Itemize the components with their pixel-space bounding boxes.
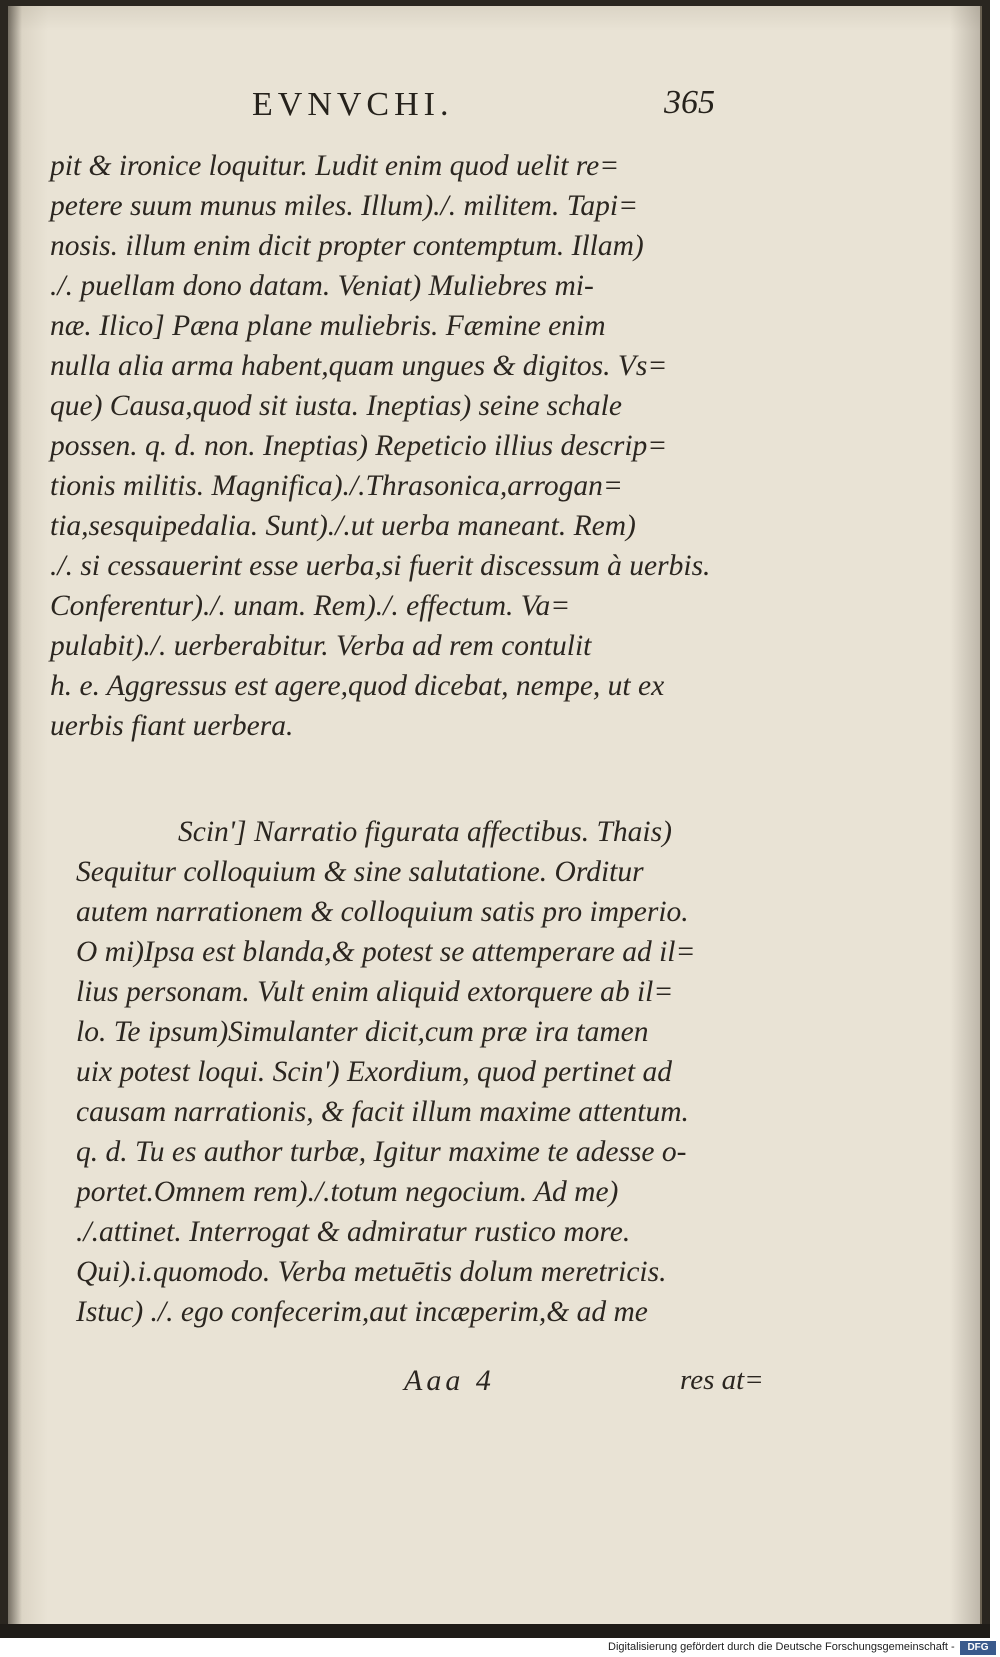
text-line: Qui).i.quomodo. Verba metuētis dolum meretricis.: [76, 1256, 667, 1288]
text-line: causam narrationis, & facit illum maxime attentum.: [76, 1096, 689, 1128]
text-line: nosis. illum enim dicit propter contemptum. Illam): [50, 230, 644, 262]
text-line: ./. si cessauerint esse uerba,si fuerit discessum à uerbis.: [50, 550, 711, 582]
text-line: h. e. Aggressus est agere,quod dicebat, nempe, ut ex: [50, 670, 665, 702]
text-line: pulabit)./. uerberabitur. Verba ad rem contulit: [50, 630, 592, 662]
gutter-shadow: [8, 6, 22, 1624]
text-line: ./.attinet. Interrogat & admiratur rustico more.: [76, 1216, 631, 1248]
text-line: Istuc) ./. ego confecerim,aut incæperim,& ad me: [76, 1296, 648, 1328]
text-line: næ. Ilico] Pæna plane muliebris. Fæmine enim: [50, 310, 606, 342]
text-line: lius personam. Vult enim aliquid extorquere ab il=: [76, 976, 674, 1008]
commentary-paragraph-1: [50, 146, 710, 746]
text-line: uix potest loqui. Scin') Exordium, quod pertinet ad: [76, 1056, 672, 1088]
text-line: lo. Te ipsum)Simulanter dicit,cum præ ira tamen: [76, 1016, 649, 1048]
catchword: res at=: [680, 1364, 764, 1396]
text-line: ./. puellam dono datam. Veniat) Muliebres mi-: [50, 270, 594, 302]
running-head: EVNVCHI.: [252, 86, 454, 123]
text-line: possen. q. d. non. Ineptias) Repeticio illius descrip=: [50, 430, 668, 462]
text-line: Scin'] Narratio figurata affectibus. Thais): [178, 816, 672, 848]
commentary-paragraph-2: [76, 812, 695, 1332]
dfg-logo: DFG: [960, 1641, 996, 1655]
text-line: Sequitur colloquium & sine salutatione. Orditur: [76, 856, 644, 888]
text-line: tionis militis. Magnifica)./.Thrasonica,arrogan=: [50, 470, 623, 502]
text-line: autem narrationem & colloquium satis pro imperio.: [76, 896, 689, 928]
text-line: petere suum munus miles. Illum)./. militem. Tapi=: [50, 190, 639, 222]
bottom-edge-strip: [0, 1624, 990, 1638]
text-line: nulla alia arma habent,quam ungues & digitos. Vs=: [50, 350, 668, 382]
text-line: Conferentur)./. unam. Rem)./. effectum. Va=: [50, 590, 571, 622]
page-number: 365: [664, 84, 715, 121]
text-line: portet.Omnem rem)./.totum negocium. Ad me): [76, 1176, 619, 1208]
text-line: que) Causa,quod sit iusta. Ineptias) seine schale: [50, 390, 622, 422]
signature-mark: Aaa 4: [404, 1364, 495, 1397]
text-line: uerbis fiant uerbera.: [50, 710, 294, 742]
digitization-credit: Digitalisierung gefördert durch die Deutsche Forschungsgemeinschaft -: [608, 1641, 955, 1653]
text-line: O mi)Ipsa est blanda,& potest se attemperare ad il=: [76, 936, 696, 968]
text-line: pit & ironice loquitur. Ludit enim quod uelit re=: [50, 150, 620, 182]
text-line: tia,sesquipedalia. Sunt)./.ut uerba maneant. Rem): [50, 510, 636, 542]
text-line: q. d. Tu es author turbæ, Igitur maxime te adesse o-: [76, 1136, 687, 1168]
